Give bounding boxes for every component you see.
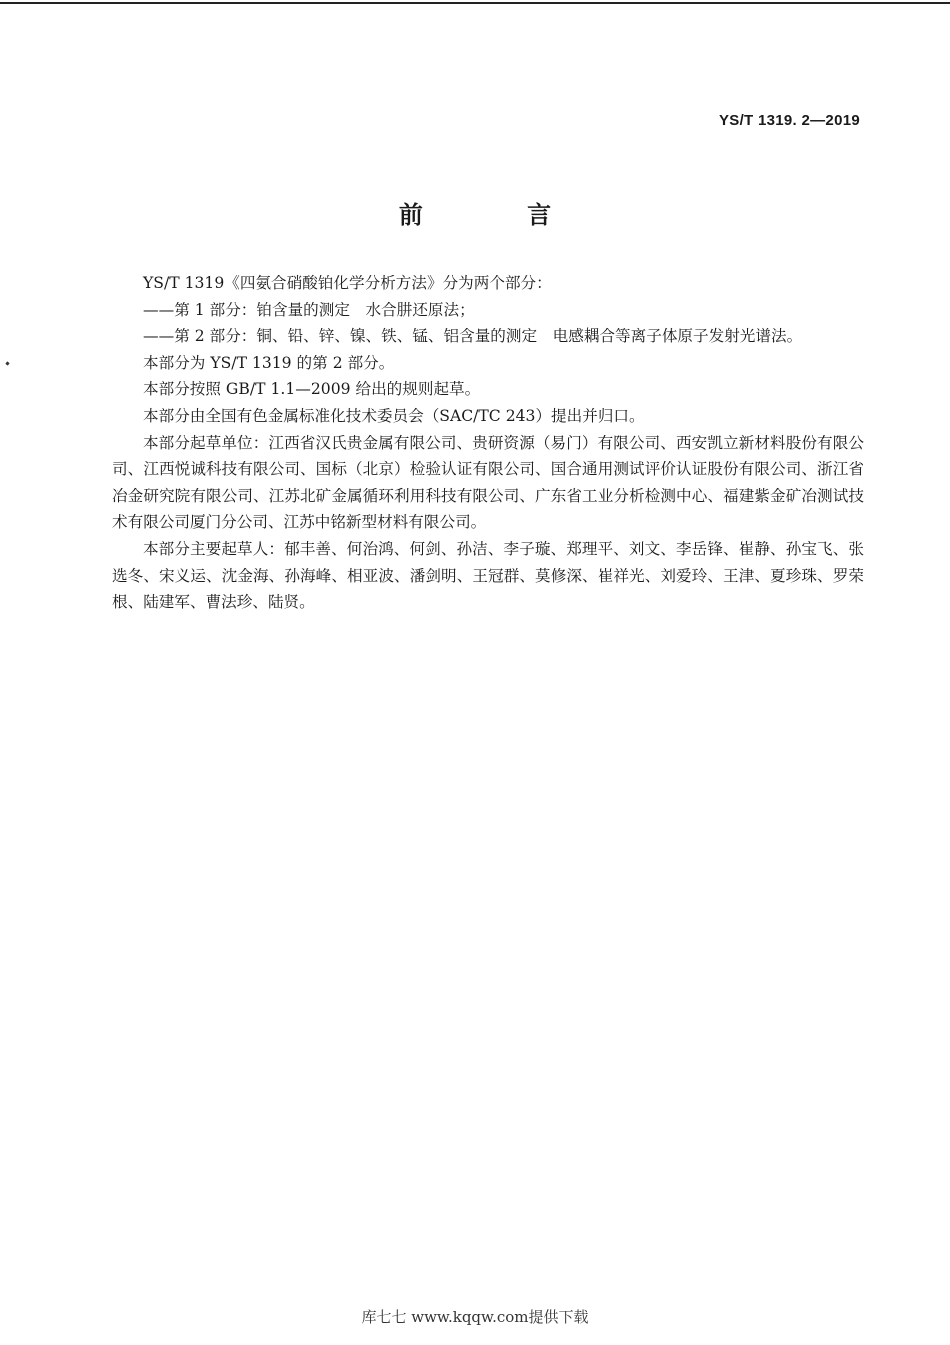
paragraph-drafting-units: 本部分起草单位：江西省汉氏贵金属有限公司、贵研资源（易门）有限公司、西安凯立新材料股份有限公司、江西悦诚科技有限公司、国标（北京）检验认证有限公司、国合通用测试评价认证股份有限公司、浙江省冶金研究院有限公司、江苏北矿金属循环利用科技有限公司、广东省工业分析检测中心、福建紫金矿冶测试技术有限公司厦门分公司、江苏中铭新型材料有限公司。 (112, 433, 864, 532)
paragraph-proposer: 本部分由全国有色金属标准化技术委员会（SAC/TC 243）提出并归口。 (143, 406, 645, 425)
paragraph-part-1: ——第 1 部分：铂含量的测定 水合肼还原法； (143, 300, 475, 319)
top-border-rule (0, 2, 950, 4)
paragraph-drafting-rules: 本部分按照 GB/T 1.1—2009 给出的规则起草。 (143, 380, 481, 399)
paragraph-part-2: ——第 2 部分：铜、铅、锌、镍、铁、锰、铝含量的测定 电感耦合等离子体原子发射光谱法。 (143, 327, 803, 346)
foreword-body (112, 270, 864, 616)
scan-speck (5, 361, 9, 365)
download-watermark: 库七七 www.kqqw.com提供下载 (361, 1308, 589, 1326)
paragraph-drafters: 本部分主要起草人：郁丰善、何治鸿、何剑、孙洁、李子璇、郑理平、刘文、李岳锋、崔静、孙宝飞、张选冬、宋义运、沈金海、孙海峰、相亚波、潘剑明、王冠群、莫修深、崔祥光、刘爱玲、王津、夏珍珠、罗荣根、陆建军、曹法珍、陆贤。 (112, 539, 864, 612)
standard-number: YS/T 1319. 2—2019 (718, 112, 860, 129)
page-title: 前 言 (398, 201, 600, 229)
paragraph-this-part: 本部分为 YS/T 1319 的第 2 部分。 (143, 353, 395, 372)
paragraph-parts-intro: YS/T 1319《四氨合硝酸铂化学分析方法》分为两个部分： (143, 274, 552, 292)
